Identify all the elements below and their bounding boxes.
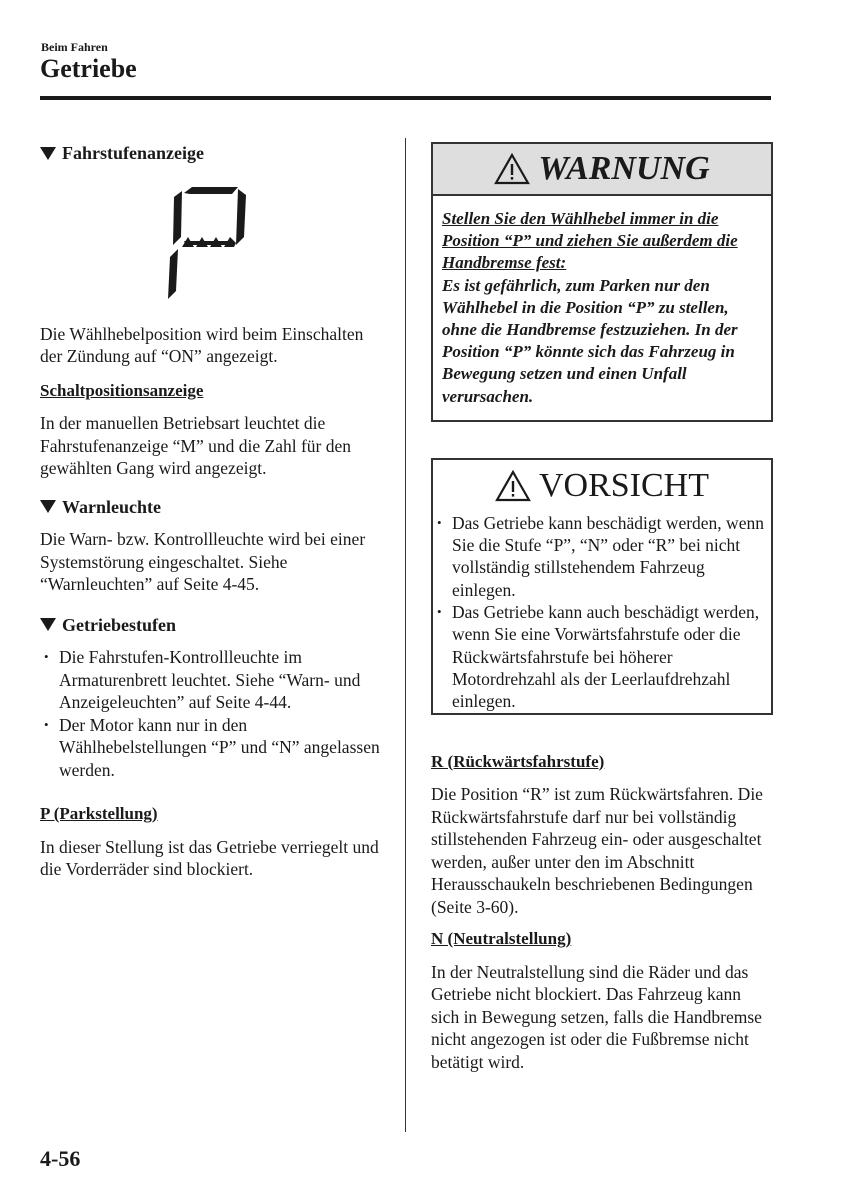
column-divider: [405, 138, 406, 1132]
heading-schaltpositionsanzeige: Schaltpositionsanzeige: [40, 380, 204, 400]
warning-instruction: Stellen Sie den Wählhebel immer in die Position “P” und ziehen Sie außerdem die Handbremse fest:: [442, 209, 738, 273]
caution-box: [431, 458, 773, 715]
heading-getriebestufen: Getriebestufen: [40, 614, 380, 637]
triangle-down-icon: [40, 500, 56, 513]
heading-rueckwaertsfahrstufe: R (Rückwärtsfahrstufe): [431, 751, 605, 771]
page-title: Getriebe: [40, 54, 137, 83]
warning-triangle-icon: [495, 470, 531, 502]
list-item: • Das Getriebe kann auch beschädigt werden, wenn Sie eine Vorwärtsfahrstufe oder die Rückwärtsfahrstufe bei höherer Motordrehzahl als der Leerlaufdrehzahl einlegen.: [433, 601, 771, 712]
caution-header: [433, 460, 771, 512]
warnleuchte-text: Die Warn- bzw. Kontrollleuchte wird bei einer Systemstörung eingeschaltet. Siehe “Warnleuchten” auf Seite 4-45.: [40, 529, 366, 594]
heading-warnleuchte: Warnleuchte: [40, 496, 380, 519]
gear-position-p-display-icon: [168, 187, 258, 315]
warning-body: [433, 196, 771, 420]
section-label: Beim Fahren: [41, 40, 108, 54]
caution-title: VORSICHT: [538, 466, 710, 504]
list-item: • Das Getriebe kann beschädigt werden, wenn Sie die Stufe “P”, “N” oder “R” bei nicht vollständig stillstehendem Fahrzeug einlegen.: [433, 512, 771, 601]
header-rule: [40, 96, 771, 100]
page-number: 4-56: [40, 1146, 81, 1171]
list-item: • Die Fahrstufen-Kontrollleuchte im Armaturenbrett leuchtet. Siehe “Warn- und Anzeigeleuchten” auf Seite 4-44.: [40, 646, 380, 714]
heading-neutralstellung: N (Neutralstellung): [431, 929, 572, 948]
schalt-text: In der manuellen Betriebsart leuchtet die Fahrstufenanzeige “M” und die Zahl für den gewählten Gang wird angezeigt.: [40, 413, 351, 478]
warning-text: Es ist gefährlich, zum Parken nur den Wählhebel in die Position “P” zu stellen, ohne die Handbremse festzuziehen. In der Position “P” könnte sich das Fahrzeug in Bewegung setzen und einen Unfall verursachen.: [442, 275, 738, 406]
heading-fahrstufenanzeige: Fahrstufenanzeige: [40, 142, 380, 165]
right-column: [431, 142, 773, 1073]
caution-list: [433, 512, 771, 713]
fahrstufen-text: Die Wählhebelposition wird beim Einschalten der Zündung auf “ON” angezeigt.: [40, 323, 364, 366]
warning-title: WARNUNG: [538, 149, 710, 187]
warning-triangle-icon: [494, 153, 530, 185]
heading-parkstellung: P (Parkstellung): [40, 804, 158, 823]
warning-header: [433, 144, 771, 196]
parkstellung-text: In dieser Stellung ist das Getriebe verriegelt und die Vorderräder sind blockiert.: [40, 836, 379, 879]
rueckwaerts-text: Die Position “R” ist zum Rückwärtsfahren. Die Rückwärtsfahrstufe darf nur bei vollständig stillstehenden Fahrzeug ein- oder ausgeschaltet werden, außer unter den im Abschnitt Herausschaukeln beschriebenen Bedingungen (Seite 3-60).: [431, 784, 763, 917]
neutral-text: In der Neutralstellung sind die Räder und das Getriebe nicht blockiert. Das Fahrzeug kann sich in Bewegung setzen, falls die Handbremse nicht angezogen ist oder die Fußbremse nicht betätigt wird.: [431, 961, 762, 1072]
triangle-down-icon: [40, 147, 56, 160]
list-item: • Der Motor kann nur in den Wählhebelstellungen “P” und “N” angelassen werden.: [40, 714, 380, 782]
left-column: [40, 142, 380, 881]
getriebestufen-list: [40, 646, 380, 781]
triangle-down-icon: [40, 618, 56, 631]
warning-box: [431, 142, 773, 422]
